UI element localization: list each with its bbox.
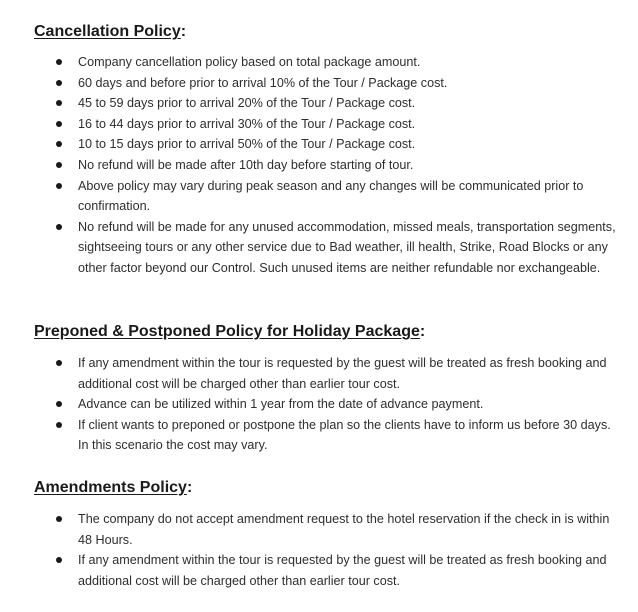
list-item: [34, 415, 624, 456]
bullet-icon: [56, 80, 62, 86]
list-item-text: 45 to 59 days prior to arrival 20% of the Tour / Package cost.: [78, 96, 416, 111]
list-item: [34, 550, 624, 591]
bullet-icon: [56, 162, 62, 168]
bullet-icon: [56, 422, 62, 428]
section-heading: [34, 478, 624, 498]
list-item-text: The company do not accept amendment request to the hotel reservation if the check in is within 48 Hours.: [78, 512, 610, 547]
bullet-list: [34, 509, 624, 591]
list-item-text: Above policy may vary during peak season and any changes will be communicated prior to confirmation.: [78, 178, 584, 214]
list-item: [34, 134, 624, 155]
bullet-icon: [56, 100, 62, 106]
list-item: [34, 73, 624, 94]
prepone-postpone-policy-section: [34, 322, 624, 456]
list-item-text: If any amendment within the tour is requested by the guest will be treated as fresh booking and additional cost will be charged other than earlier tour cost.: [78, 553, 607, 588]
section-title: Cancellation Policy: [34, 23, 181, 40]
list-item: [34, 353, 624, 394]
list-item-text: 60 days and before prior to arrival 10% of the Tour / Package cost.: [78, 75, 448, 90]
bullet-icon: [56, 183, 62, 189]
list-item: [34, 114, 624, 135]
list-item-text: No refund will be made after 10th day before starting of tour.: [78, 157, 414, 172]
list-item-text: 16 to 44 days prior to arrival 30% of the Tour / Package cost.: [78, 116, 416, 131]
section-title: Preponed & Postponed Policy for Holiday Package: [34, 323, 420, 340]
section-title-suffix: :: [180, 23, 187, 40]
list-item-text: Company cancellation policy based on total package amount.: [78, 55, 421, 69]
bullet-icon: [56, 516, 62, 522]
section-heading: [34, 322, 624, 342]
section-title-suffix: :: [419, 323, 426, 340]
list-item: [34, 394, 624, 415]
list-item-text: No refund will be made for any unused accommodation, missed meals, transportation segments, sightseeing tours or any other service due to Bad weather, ill health, Strike, Road Blocks or any other factor beyond our Control. Such unused items are neither refundable nor exchangeable.: [78, 219, 616, 275]
list-item: [34, 155, 624, 176]
bullet-list: [34, 52, 624, 279]
bullet-icon: [56, 401, 62, 407]
bullet-icon: [56, 224, 62, 230]
bullet-icon: [56, 59, 62, 65]
section-title-suffix: :: [186, 479, 193, 496]
list-item: [34, 176, 624, 217]
bullet-list: [34, 353, 624, 456]
list-item-text: 10 to 15 days prior to arrival 50% of the Tour / Package cost.: [78, 137, 416, 152]
bullet-icon: [56, 557, 62, 563]
list-item-text: If client wants to preponed or postpone the plan so the clients have to inform us before 30 days. In this scenario the cost may vary.: [78, 417, 611, 453]
cancellation-policy-section: [34, 22, 624, 279]
list-item: [34, 217, 624, 279]
list-item-text: Advance can be utilized within 1 year from the date of advance payment.: [78, 397, 484, 412]
bullet-icon: [56, 360, 62, 366]
amendments-policy-section: [34, 478, 624, 591]
list-item: [34, 52, 624, 73]
section-title: Amendments Policy: [34, 479, 187, 496]
list-item-text: If any amendment within the tour is requested by the guest will be treated as fresh booking and additional cost will be charged other than earlier tour cost.: [78, 356, 607, 391]
list-item: [34, 93, 624, 114]
section-heading: [34, 22, 624, 42]
list-item: [34, 509, 624, 550]
bullet-icon: [56, 121, 62, 127]
bullet-icon: [56, 141, 62, 147]
